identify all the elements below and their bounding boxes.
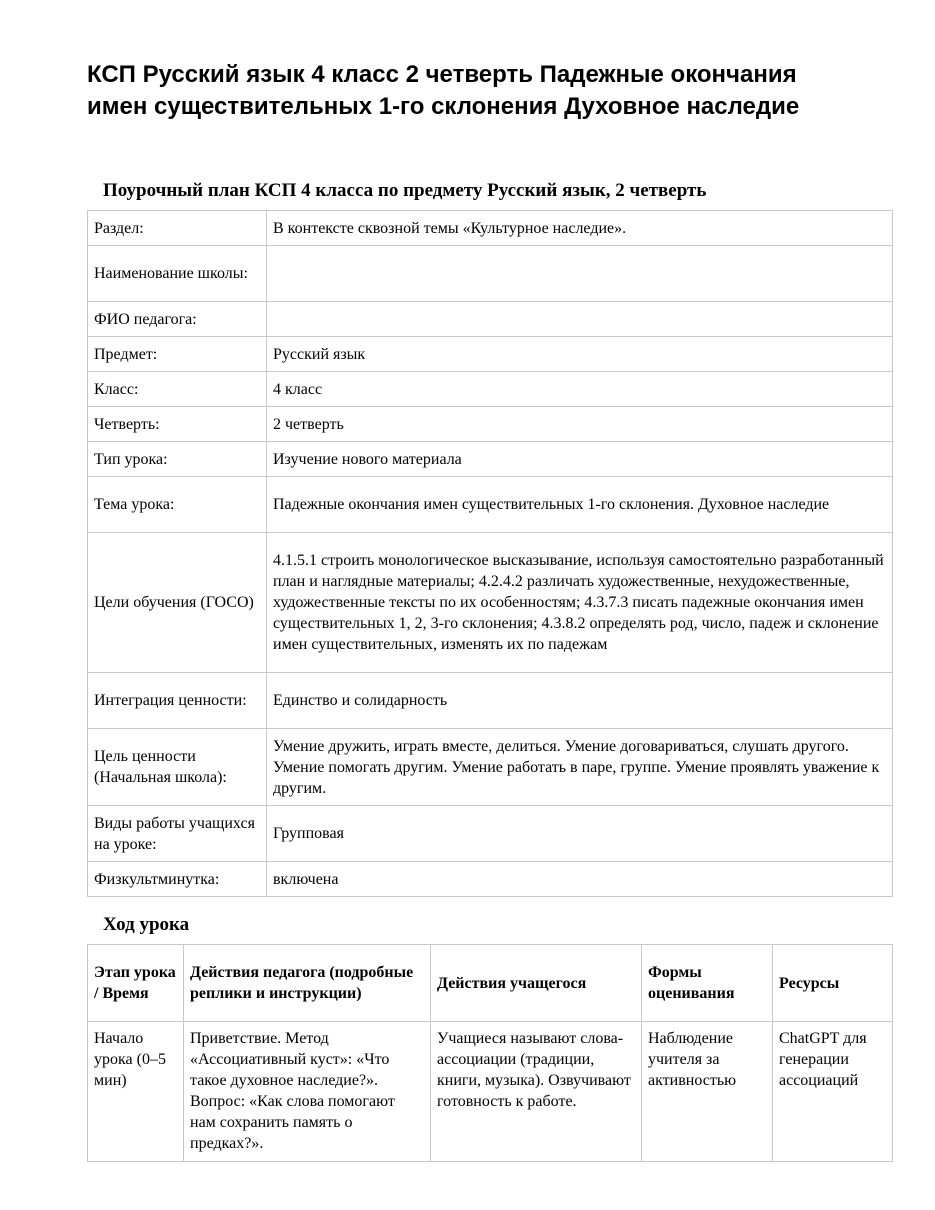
row-value: 4.1.5.1 строить монологическое высказывание, используя самостоятельно разработанный план и наглядные материалы; 4.2.4.2 различать художественные, нехудожественные, художественные тексты по их особенностям; 4.3.7.3 писать падежные окончания имен существительных 1, 2, 3-го склонения; 4.3.8.2 определять род, число, падеж и склонение имен существительных, изменять их по падежам	[267, 533, 893, 673]
column-header: Ресурсы	[773, 945, 893, 1022]
lesson-info-table	[87, 210, 893, 897]
table-row	[88, 806, 893, 862]
table-cell: ChatGPT для генерации ассоциаций	[773, 1022, 893, 1162]
table-row	[88, 246, 893, 302]
row-value: включена	[267, 862, 893, 897]
row-value	[267, 302, 893, 337]
table-cell: Приветствие. Метод «Ассоциативный куст»: «Что такое духовное наследие?». Вопрос: «Как слова помогают нам сохранить память о предках?».	[184, 1022, 431, 1162]
row-value: Русский язык	[267, 337, 893, 372]
table-row	[88, 337, 893, 372]
row-label: Интеграция ценности:	[88, 673, 267, 729]
table-row	[88, 302, 893, 337]
row-label: Тема урока:	[88, 477, 267, 533]
table-row	[88, 1022, 893, 1162]
row-value: Групповая	[267, 806, 893, 862]
row-label: Цель ценности (Начальная школа):	[88, 729, 267, 806]
table-row	[88, 673, 893, 729]
row-label: Физкультминутка:	[88, 862, 267, 897]
table-row	[88, 211, 893, 246]
row-value	[267, 246, 893, 302]
row-value: Изучение нового материала	[267, 442, 893, 477]
row-value: В контексте сквозной темы «Культурное наследие».	[267, 211, 893, 246]
row-label: Тип урока:	[88, 442, 267, 477]
row-label: Цели обучения (ГОСО)	[88, 533, 267, 673]
row-value: 2 четверть	[267, 407, 893, 442]
row-value: Падежные окончания имен существительных 1-го склонения. Духовное наследие	[267, 477, 893, 533]
row-value: Единство и солидарность	[267, 673, 893, 729]
lesson-steps-table	[87, 944, 893, 1162]
table-row	[88, 533, 893, 673]
column-header: Этап урока / Время	[88, 945, 184, 1022]
row-label: Наименование школы:	[88, 246, 267, 302]
table-header-row	[88, 945, 893, 1022]
row-label: Предмет:	[88, 337, 267, 372]
table-row	[88, 862, 893, 897]
column-header: Формы оценивания	[642, 945, 773, 1022]
row-label: Раздел:	[88, 211, 267, 246]
column-header: Действия педагога (подробные реплики и инструкции)	[184, 945, 431, 1022]
row-label: ФИО педагога:	[88, 302, 267, 337]
column-header: Действия учащегося	[431, 945, 642, 1022]
lesson-heading: Ход урока	[103, 914, 190, 935]
table-row	[88, 477, 893, 533]
row-value: Умение дружить, играть вместе, делиться. Умение договариваться, слушать другого. Умение помогать другим. Умение работать в паре, группе. Умение проявлять уважение к другим.	[267, 729, 893, 806]
plan-heading: Поурочный план КСП 4 класса по предмету Русский язык, 2 четверть	[103, 180, 707, 201]
row-value: 4 класс	[267, 372, 893, 407]
table-cell: Начало урока (0–5 мин)	[88, 1022, 184, 1162]
row-label: Класс:	[88, 372, 267, 407]
row-label: Четверть:	[88, 407, 267, 442]
table-row	[88, 372, 893, 407]
table-cell: Наблюдение учителя за активностью	[642, 1022, 773, 1162]
table-row	[88, 442, 893, 477]
row-label: Виды работы учащихся на уроке:	[88, 806, 267, 862]
page-title: КСП Русский язык 4 класс 2 четверть Падежные окончания имен существительных 1-го склонения Духовное наследие	[87, 61, 800, 120]
table-row	[88, 729, 893, 806]
table-row	[88, 407, 893, 442]
table-cell: Учащиеся называют слова-ассоциации (традиции, книги, музыка). Озвучивают готовность к работе.	[431, 1022, 642, 1162]
